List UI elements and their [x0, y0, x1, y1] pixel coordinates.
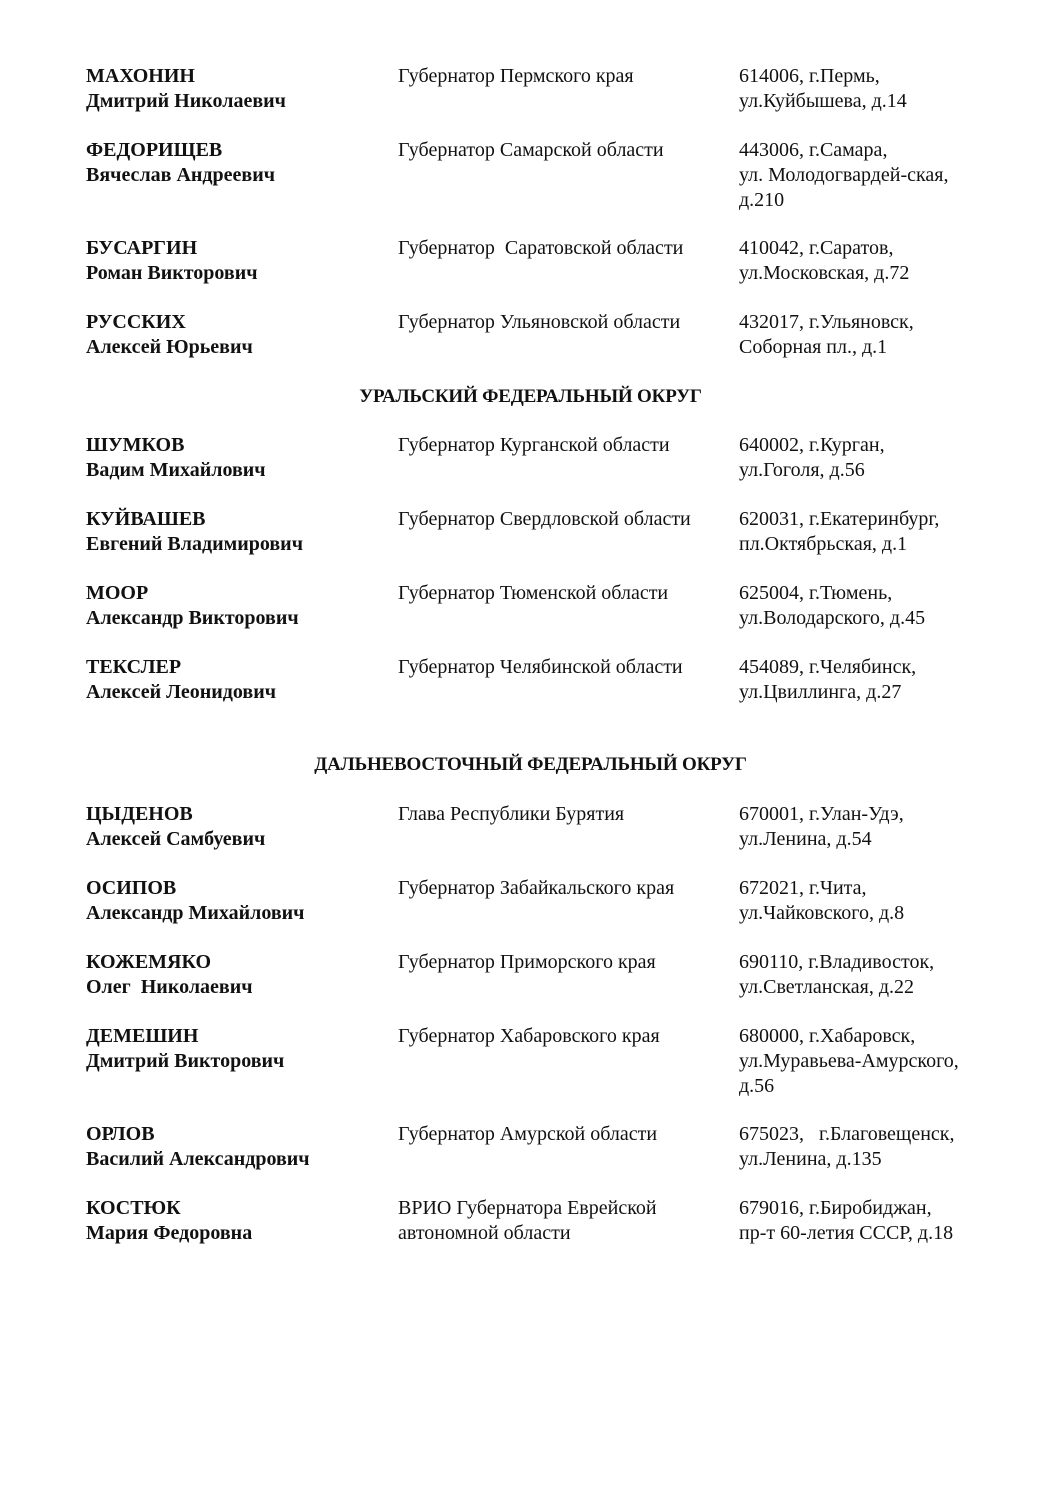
surname: БУСАРГИН	[86, 237, 198, 259]
position-line: автономной области	[398, 1222, 571, 1244]
address-line: ул.Ленина, д.54	[739, 828, 872, 850]
official-name	[86, 802, 386, 852]
official-address	[739, 433, 1039, 483]
address-line: ул.Московская, д.72	[739, 262, 910, 284]
given-names: Алексей Юрьевич	[86, 336, 253, 358]
official-position	[398, 310, 728, 335]
official-position	[398, 1196, 728, 1246]
official-position	[398, 950, 728, 975]
position-line: Губернатор Пермского края	[398, 65, 634, 87]
official-address	[739, 64, 1039, 114]
address-line: ул. Молодогвардей-ская,	[739, 164, 949, 186]
position-line: Губернатор Курганской области	[398, 434, 670, 456]
surname: ОСИПОВ	[86, 877, 177, 899]
address-line: ул.Светланская, д.22	[739, 976, 914, 998]
address-line: ул.Володарского, д.45	[739, 607, 926, 629]
official-address	[739, 1122, 1039, 1172]
surname: КОЖЕМЯКО	[86, 951, 212, 973]
official-name	[86, 236, 386, 286]
address-line: 614006, г.Пермь,	[739, 65, 880, 87]
given-names: Дмитрий Викторович	[86, 1050, 285, 1072]
position-line: Губернатор Челябинской области	[398, 656, 683, 678]
official-address	[739, 655, 1039, 705]
official-address	[739, 581, 1039, 631]
position-line: ВРИО Губернатора Еврейской	[398, 1197, 657, 1219]
position-line: Губернатор Амурской области	[398, 1123, 658, 1145]
section-heading-ural: УРАЛЬСКИЙ ФЕДЕРАЛЬНЫЙ ОКРУГ	[359, 386, 702, 407]
official-position	[398, 433, 728, 458]
official-address	[739, 310, 1039, 360]
official-position	[398, 581, 728, 606]
official-position	[398, 1024, 728, 1049]
surname: ФЕДОРИЩЕВ	[86, 139, 223, 161]
address-line: д.56	[739, 1075, 775, 1097]
official-name	[86, 1024, 386, 1074]
address-line: ул.Чайковского, д.8	[739, 902, 905, 924]
given-names: Мария Федоровна	[86, 1222, 253, 1244]
address-line: ул.Гоголя, д.56	[739, 459, 865, 481]
address-line: д.210	[739, 189, 785, 211]
given-names: Роман Викторович	[86, 262, 258, 284]
official-position	[398, 802, 728, 827]
official-position	[398, 1122, 728, 1147]
official-address	[739, 950, 1039, 1000]
address-line: 675023, г.Благовещенск,	[739, 1123, 955, 1145]
given-names: Евгений Владимирович	[86, 533, 303, 555]
address-line: 672021, г.Чита,	[739, 877, 867, 899]
address-line: пр-т 60-летия СССР, д.18	[739, 1222, 954, 1244]
address-line: 620031, г.Екатеринбург,	[739, 508, 940, 530]
surname: ОРЛОВ	[86, 1123, 155, 1145]
official-position	[398, 655, 728, 680]
official-address	[739, 802, 1039, 852]
position-line: Губернатор Приморского края	[398, 951, 656, 973]
address-line: 454089, г.Челябинск,	[739, 656, 917, 678]
position-line: Губернатор Хабаровского края	[398, 1025, 660, 1047]
address-line: 680000, г.Хабаровск,	[739, 1025, 916, 1047]
address-line: 625004, г.Тюмень,	[739, 582, 893, 604]
section-heading-far-east: ДАЛЬНЕВОСТОЧНЫЙ ФЕДЕРАЛЬНЫЙ ОКРУГ	[314, 754, 747, 775]
address-line: 690110, г.Владивосток,	[739, 951, 935, 973]
official-name	[86, 507, 386, 557]
official-name	[86, 64, 386, 114]
official-address	[739, 1196, 1039, 1246]
given-names: Алексей Самбуевич	[86, 828, 266, 850]
official-name	[86, 138, 386, 188]
position-line: Губернатор Ульяновской области	[398, 311, 681, 333]
address-line: 679016, г.Биробиджан,	[739, 1197, 932, 1219]
address-line: Соборная пл., д.1	[739, 336, 888, 358]
surname: ШУМКОВ	[86, 434, 185, 456]
position-line: Губернатор Забайкальского края	[398, 877, 675, 899]
address-line: ул.Цвиллинга, д.27	[739, 681, 902, 703]
address-line: 410042, г.Саратов,	[739, 237, 894, 259]
given-names: Вячеслав Андреевич	[86, 164, 276, 186]
surname: МАХОНИН	[86, 65, 195, 87]
given-names: Василий Александрович	[86, 1148, 310, 1170]
address-line: ул.Ленина, д.135	[739, 1148, 882, 1170]
address-line: 640002, г.Курган,	[739, 434, 885, 456]
official-name	[86, 950, 386, 1000]
official-address	[739, 138, 1039, 213]
official-name	[86, 655, 386, 705]
position-line: Губернатор Саратовской области	[398, 237, 684, 259]
address-line: ул.Куйбышева, д.14	[739, 90, 907, 112]
official-name	[86, 581, 386, 631]
given-names: Дмитрий Николаевич	[86, 90, 286, 112]
official-position	[398, 64, 728, 89]
official-name	[86, 1122, 386, 1172]
surname: ЦЫДЕНОВ	[86, 803, 193, 825]
official-position	[398, 876, 728, 901]
address-line: пл.Октябрьская, д.1	[739, 533, 908, 555]
surname: МООР	[86, 582, 149, 604]
official-address	[739, 1024, 1039, 1099]
address-line: 432017, г.Ульяновск,	[739, 311, 914, 333]
position-line: Губернатор Тюменской области	[398, 582, 669, 604]
official-position	[398, 507, 728, 532]
official-address	[739, 236, 1039, 286]
address-line: ул.Муравьева-Амурского,	[739, 1050, 959, 1072]
position-line: Губернатор Самарской области	[398, 139, 664, 161]
position-line: Губернатор Свердловской области	[398, 508, 691, 530]
given-names: Александр Викторович	[86, 607, 299, 629]
official-name	[86, 310, 386, 360]
official-name	[86, 1196, 386, 1246]
official-position	[398, 138, 728, 163]
surname: КУЙВАШЕВ	[86, 508, 206, 530]
surname: ТЕКСЛЕР	[86, 656, 182, 678]
official-name	[86, 876, 386, 926]
given-names: Александр Михайлович	[86, 902, 305, 924]
official-address	[739, 876, 1039, 926]
given-names: Олег Николаевич	[86, 976, 253, 998]
official-address	[739, 507, 1039, 557]
official-name	[86, 433, 386, 483]
official-position	[398, 236, 728, 261]
address-line: 670001, г.Улан-Удэ,	[739, 803, 904, 825]
given-names: Алексей Леонидович	[86, 681, 276, 703]
position-line: Глава Республики Бурятия	[398, 803, 625, 825]
surname: РУССКИХ	[86, 311, 186, 333]
surname: КОСТЮК	[86, 1197, 181, 1219]
address-line: 443006, г.Самара,	[739, 139, 888, 161]
given-names: Вадим Михайлович	[86, 459, 266, 481]
surname: ДЕМЕШИН	[86, 1025, 199, 1047]
